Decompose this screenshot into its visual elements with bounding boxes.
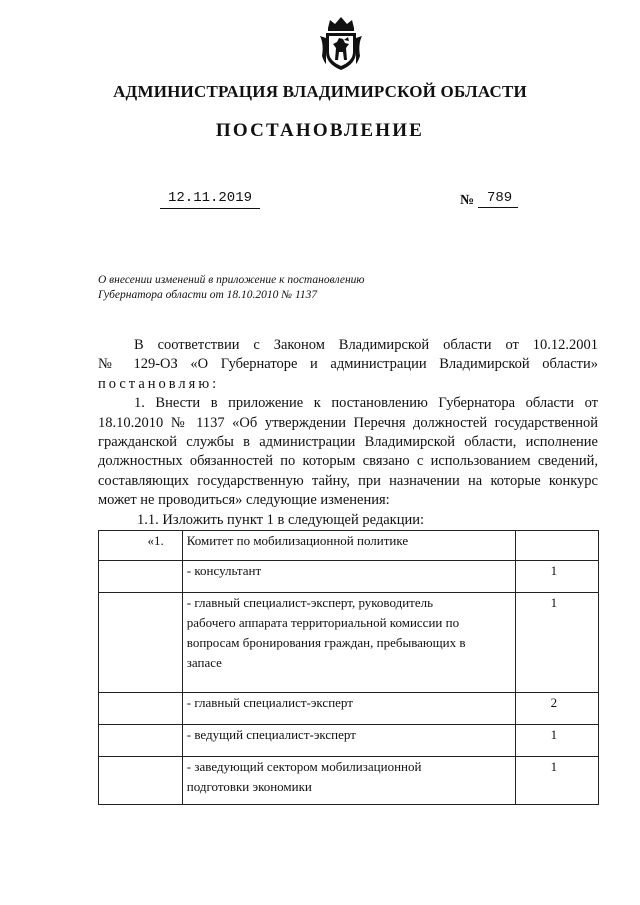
body-line: может не проводиться» следующие изменения: bbox=[98, 492, 390, 509]
document-body bbox=[98, 336, 598, 530]
table-row bbox=[99, 693, 599, 725]
body-line: 1.1. Изложить пункт 1 в следующей редакции: bbox=[137, 511, 425, 528]
position-line: - главный специалист-эксперт, руководитель bbox=[186, 595, 434, 610]
position-cell bbox=[182, 757, 515, 805]
position-cell bbox=[182, 593, 515, 693]
count-cell: 1 bbox=[515, 725, 598, 757]
subject-line: О внесении изменений в приложение к постановлению bbox=[98, 274, 365, 286]
position-line: подготовки экономики bbox=[186, 779, 312, 794]
row-number-cell bbox=[99, 593, 183, 693]
position-line: рабочего аппарата территориальной комиссии по bbox=[186, 615, 460, 630]
body-line: 1. Внести в приложение к постановлению Губернатора области от bbox=[134, 395, 598, 412]
issuer-title: АДМИНИСТРАЦИЯ ВЛАДИМИРСКОЙ ОБЛАСТИ bbox=[113, 82, 527, 101]
count-cell: 2 bbox=[515, 693, 598, 725]
number-underline bbox=[478, 207, 518, 208]
document-type: ПОСТАНОВЛЕНИЕ bbox=[215, 120, 425, 141]
row-number-cell bbox=[99, 561, 183, 593]
document-number: 789 bbox=[487, 190, 513, 206]
count-cell: 1 bbox=[515, 593, 598, 693]
body-line: гражданской службы в администрации Владимирской области, исполнение bbox=[98, 434, 598, 451]
document-date: 12.11.2019 bbox=[168, 190, 253, 206]
body-line: № 129-ОЗ «О Губернаторе и администрации Владимирской области» bbox=[98, 356, 598, 373]
body-line: составляющих государственную тайну, при назначении на которые конкурс bbox=[98, 472, 598, 489]
coat-of-arms-icon bbox=[318, 14, 364, 72]
body-line: должностных обязанностей по которым связано с использованием сведений, bbox=[98, 453, 598, 470]
table-row bbox=[99, 561, 599, 593]
row-number-cell bbox=[99, 725, 183, 757]
position-cell bbox=[182, 725, 515, 757]
position-line: Комитет по мобилизационной политике bbox=[186, 533, 409, 548]
subject-line: Губернатора области от 18.10.2010 № 1137 bbox=[98, 289, 318, 301]
position-cell bbox=[182, 561, 515, 593]
body-line: В соответствии с Законом Владимирской области от 10.12.2001 bbox=[134, 337, 598, 353]
position-line: - ведущий специалист-эксперт bbox=[186, 727, 356, 742]
positions-table bbox=[98, 530, 599, 805]
position-line: вопросам бронирования граждан, пребывающих в bbox=[186, 635, 466, 650]
row-number-cell: «1. bbox=[99, 531, 183, 561]
number-sign: № bbox=[460, 193, 475, 208]
row-number-cell bbox=[99, 757, 183, 805]
position-line: - главный специалист-эксперт bbox=[186, 695, 353, 710]
table-row bbox=[99, 531, 599, 561]
position-cell bbox=[182, 531, 515, 561]
table-row bbox=[99, 757, 599, 805]
position-cell bbox=[182, 693, 515, 725]
resolve-word: постановляю: bbox=[98, 375, 220, 392]
row-number-cell bbox=[99, 693, 183, 725]
count-cell: 1 bbox=[515, 561, 598, 593]
document-subject bbox=[98, 273, 458, 303]
count-cell bbox=[515, 531, 598, 561]
table-row bbox=[99, 593, 599, 693]
date-underline bbox=[160, 208, 260, 209]
body-line: 18.10.2010 № 1137 «Об утверждении Перечня должностей государственной bbox=[98, 414, 598, 431]
position-line: - консультант bbox=[186, 563, 262, 578]
table-row bbox=[99, 725, 599, 757]
count-cell: 1 bbox=[515, 757, 598, 805]
position-line: запасе bbox=[186, 655, 222, 670]
position-line: - заведующий сектором мобилизационной bbox=[186, 759, 422, 774]
